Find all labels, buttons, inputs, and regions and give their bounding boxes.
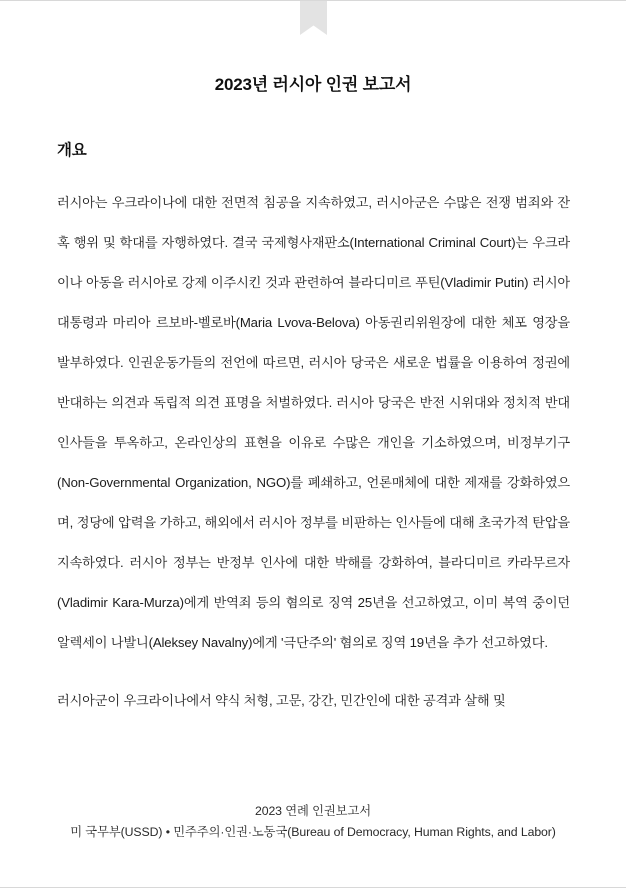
footer-publisher: 미 국무부(USSD) • 민주주의·인권·노동국(Bureau of Democracy, Human Rights, and Labor) <box>70 825 556 839</box>
section-heading-overview: 개요 <box>57 141 87 159</box>
page-footer <box>0 801 626 843</box>
body-paragraph: 러시아군이 우크라이나에서 약식 처형, 고문, 강간, 민간인에 대한 공격과 살해 및 <box>57 693 506 708</box>
document-body <box>57 183 570 721</box>
bookmark-ribbon-icon <box>300 1 327 35</box>
body-paragraph: 러시아는 우크라이나에 대한 전면적 침공을 지속하였고, 러시아군은 수많은 전쟁 범죄와 잔혹 행위 및 학대를 자행하였다. 결국 국제형사재판소(International Criminal Court)는 우크라이나 아동을 러시아로 강제 이주시킨 것과 관련하여 블라디미르 푸틴(Vladimir Putin) 러시아 대통령과 마리아 르보바-벨로바(Maria Lvova-Belova) 아동권리위원장에 대한 체포 영장을 발부하였다. 인권운동가들의 전언에 따르면, 러시아 당국은 새로운 법률을 이용하여 정권에 반대하는 의견과 독립적 의견 표명을 처벌하였다. 러시아 당국은 반전 시위대와 정치적 반대 인사들을 투옥하고, 온라인상의 표현을 이유로 수많은 개인을 기소하였으며, 비정부기구(Non-Governmental Organization, NGO)를 폐쇄하고, 언론매체에 대한 제재를 강화하였으며, 정당에 압력을 가하고, 해외에서 러시아 정부를 비판하는 인사들에 대해 초국가적 탄압을 지속하였다. 러시아 정부는 반정부 인사에 대한 박해를 강화하여, 블라디미르 카라무르자(Vladimir Kara-Murza)에게 반역죄 등의 혐의로 징역 25년을 선고하였고, 이미 복역 중이던 알렉세이 나발니(Aleksey Navalny)에게 '극단주의' 혐의로 징역 19년을 추가 선고하였다. <box>57 195 570 650</box>
footer-report-name: 2023 연례 인권보고서 <box>254 804 372 818</box>
page-title: 2023년 러시아 인권 보고서 <box>214 75 412 95</box>
